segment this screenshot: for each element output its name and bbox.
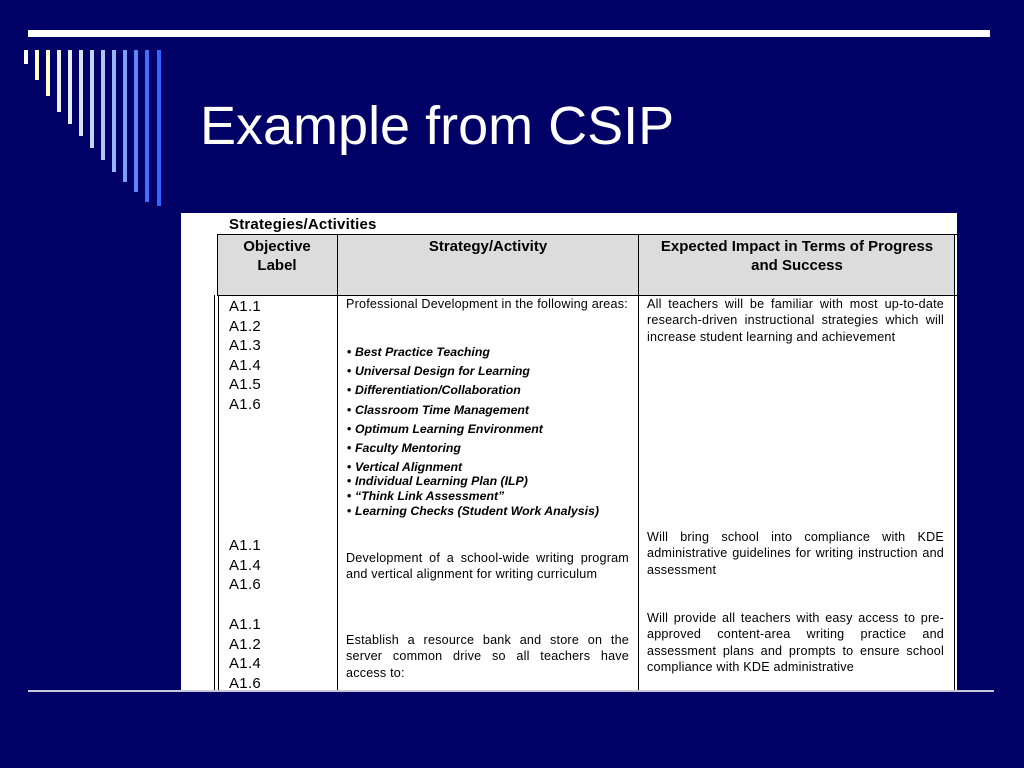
objective-labels-row-2: A1.1 A1.4 A1.6 <box>229 537 262 594</box>
impact-row-1: All teachers will be familiar with most up-to-date research-driven instructional strategies which will increase student learning and achievement <box>647 297 944 344</box>
column-header-strategy: Strategy/Activity <box>338 234 638 295</box>
bullet-item: Optimum Learning Environment <box>355 421 543 436</box>
csip-document-excerpt <box>181 213 957 690</box>
strategy-row-3: Establish a resource bank and store on the server common drive so all teachers have access to: <box>346 633 629 680</box>
strategy-row-2: Development of a school-wide writing program and vertical alignment for writing curriculum <box>346 551 629 582</box>
decorative-stripes <box>24 50 174 210</box>
bullet-item: Vertical Alignment <box>355 460 463 475</box>
slide-title: Example from CSIP <box>200 96 675 156</box>
document-heading: Strategies/Activities <box>229 216 377 233</box>
bullet-item: Faculty Mentoring <box>355 440 461 455</box>
impact-row-3: Will provide all teachers with easy access to pre-approved content-area writing practice and assessment plans and prompts to ensure school compliance with KDE administrative <box>647 611 944 674</box>
column-header-impact: Expected Impact in Terms of Progress and Success <box>639 234 955 295</box>
bullet-item: “Think Link Assessment” <box>355 489 505 504</box>
bullet-item: Universal Design for Learning <box>355 364 530 379</box>
bullet-item: Learning Checks (Student Work Analysis) <box>355 504 599 519</box>
bullet-item: Best Practice Teaching <box>355 345 490 359</box>
objective-labels-row-3: A1.1 A1.2 A1.4 A1.6 <box>229 616 262 690</box>
strategies-table <box>217 234 957 690</box>
strategy-bullet-list: • Best Practice Teaching • Universal Design for Learning • Differentiation/Collaboration • Classroom Time Management • Optimum Learning Environment • Faculty Mentoring • Vertical Alignment • Individual Learning Plan (ILP) • “Think Link Assessment” • Learning Checks (Student Work Analysis) <box>347 345 617 519</box>
impact-row-2: Will bring school into compliance with KDE administrative guidelines for writing instruction and assessment <box>647 530 944 577</box>
bullet-item: Classroom Time Management <box>355 402 530 417</box>
bullet-item: Individual Learning Plan (ILP) <box>355 474 528 489</box>
bullet-item: Differentiation/Collaboration <box>355 383 521 398</box>
bottom-rule <box>28 690 994 692</box>
strategy-row-1: Professional Development in the following areas: <box>346 297 628 311</box>
column-header-objective: Objective Label <box>217 234 337 295</box>
objective-labels-row-1: A1.1 A1.2 A1.3 A1.4 A1.5 A1.6 <box>229 298 262 413</box>
top-rule <box>28 30 990 37</box>
